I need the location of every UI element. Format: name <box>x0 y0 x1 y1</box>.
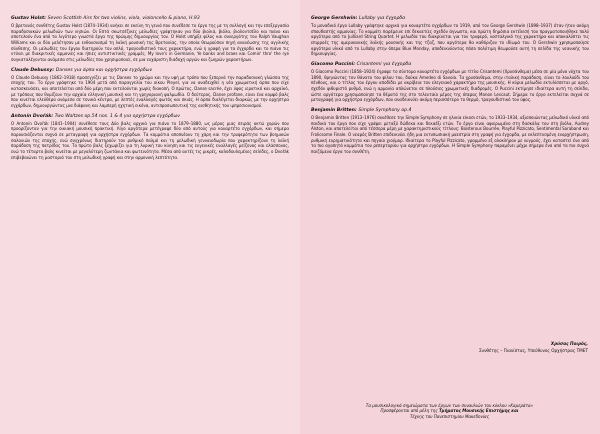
section-title <box>311 108 589 114</box>
composer-name: Antonín Dvořák: <box>11 113 54 119</box>
footer-line-2-prefix: Προσφέρονται από μέλη της <box>380 408 438 414</box>
work-title: Two Waltzes op.54 nos. 1 & 4 για ορχήστρα εγχόρδων <box>54 113 180 119</box>
signature-title: Συνθέτης – Πιανίστας, Υπεύθυνος Ορχήστρας ΤΜΕΤ <box>479 347 588 353</box>
footer-line-2-bold: Τμήματος Μουσικής Επιστήμης και <box>438 408 519 414</box>
section-paragraph: Ο Antonín Dvořák (1841–1904) συνέθεσε τους Δύο βαλς αρχικά για πιάνο το 1879–1880, ως μέρος μιας σειράς οκτώ χορών που προορίζονταν για την οικιακή μουσική πρακτική. Λίγο αργότερα μετέγραψε δύο από αυτούς για κουαρτέτο εγχόρδων, και σήμερα παρουσιάζονται συχνά σε μεταγραφή για ορχήστρα εγχόρδων. Τα κομμάτια αποπνέουν τη χάρη και την τρυφερότητα των βοημικών σαλονιών της εποχής, ενώ συγχρόνως διατηρούν τον ρυθμικό παλμό και τη μελωδική γενναιοδωρία που χαρακτηρίζουν τη λαϊκή παράδοση της πατρίδας του. Το πρώτο βαλς ξεχωρίζει για τη λυρική του κίνηση και τις ευγενικές εναλλαγές μείζονος και ελάσσονος, ενώ το τέταρτο βαλς κινείται με μεγαλύτερη ζωντάνια και φωτεινότητα. Μέσα από αυτές τις μικρές, καλοδουλεμένες σελίδες, ο Dvořák επιβεβαιώνει τη μαστοριά του στη μελωδική γραφή και στην αρμονική λεπτότητα. <box>11 120 289 160</box>
footer-line-3: Τέχνης του Πανεπιστημίου Μακεδονίας <box>409 414 490 420</box>
signature-block <box>479 341 588 354</box>
section-paragraph: Ο Claude Debussy (1862–1918) προσεγγίζει με τις Danses το χρώμα και την υφή με τρόπο που ξεπερνά την παραδοσιακή γλώσσα της εποχής του. Το έργο γράφτηκε το 1904 μετά από παραγγελία του οίκου Pleyel, για να αναδειχθεί η νέα χρωματική άρπα που είχε κατασκευάσει, και αποτελείται από δύο μέρη που εκτελούνται χωρίς διακοπή. Ο πρώτος, Danse sacrée, έχει ύφος ιερατικό και αρχαϊκό, με τρόπους που θυμίζουν την αρχαία ελληνική μουσική και τη γρηγοριανή ψαλμωδία. Ο δεύτερος, Danse profane, είναι ένα κομψό βαλς που κινείται ελεύθερα ανάμεσα σε τονικά κέντρα, με λεπτές εναλλαγές φωτός και σκιάς. Η άρπα διαλέγεται διαρκώς με την ορχήστρα εγχόρδων, δημιουργώντας μια διάφανη και λαμπερή ηχητική εικόνα, αντιπροσωπευτική της αισθητικής του ιμπρεσιονισμού. <box>11 74 289 109</box>
section-title <box>311 62 589 68</box>
footer-note <box>311 403 588 420</box>
section-title <box>11 114 289 120</box>
work-title: Lullaby για έγχορδα <box>359 16 406 21</box>
composer-name: George Gershwin: <box>311 16 358 21</box>
section-paragraph: Ο Giacomo Puccini (1858–1924) έγραψε το σύντομο κουαρτέτο εγχόρδων με τίτλο Crisantemi (Χρυσάνθεμα) μέσα σε μία μόνο νύχτα του 1890, θρηνώντας τον θάνατο του φίλου του, δούκα Amedeo di Savoia. Τα χρυσάνθεμα, στην ιταλική παράδοση, είναι το λουλούδι του πένθους, και ο τίτλος του έργου αποδίδει με ακρίβεια τον ελεγειακό χαρακτήρα της μουσικής. Η κύρια μελωδία εκτυλίσσεται με αργό, σχεδόν ψιθυριστό ρυθμό, ενώ η αρμονία απλώνεται σε πλούσιες χρωματικές διαδρομές. Ο Puccini εκτίμησε ιδιαίτερα αυτή τη σελίδα, ώστε αργότερα χρησιμοποίησε τα θέματά της στο τελευταίο μέρος της όπερας Manon Lescaut. Σήμερα το έργο εκτελείται συχνά σε μεταγραφή για ορχήστρα εγχόρδων, που αναδεικνύει ακόμη περισσότερο το θερμό, τραγουδιστικό του ύφος. <box>311 69 589 103</box>
section-title <box>11 68 289 74</box>
composer-name: Giacomo Puccini: <box>311 62 356 68</box>
section-paragraph: Ο βρετανός συνθέτης Gustav Holst (1874–1934) ανήκει σε εκείνη τη γενιά που συνέδεσε το έργο της με τη συλλογή και την επεξεργασία παραδοσιακών μελωδιών των νησιών. Οι Επτά σκωτσέζικες μελωδίες γράφτηκαν για δύο βιολιά, βιόλα, βιολοντσέλο και πιάνο και αποτελούν ένα από τα λιγότερο γνωστά έργα της πρώιμης δημιουργίας του. Ο Holst υπήρξε φίλος και συνεργάτης του Ralph Vaughan Williams και οι δύο μελέτησαν με ενθουσιασμό τη λαϊκή μουσική της Βρετανίας, την οποία θεωρούσαν πηγή ανανέωσης της αγγλικής σύνθεσης. Οι μελωδίες του έργου διατηρούν τον απλό, τραγουδιστικό τους χαρακτήρα, ενώ η γραφή για τα έγχορδα και το πιάνο τις ντύνει με διακριτικές αρμονίες και ήπιες αντιστικτικές γραμμές. My love's in Germanie, Ye banks and braes και Comin' thro' the rye συγκαταλέγονται ανάμεσα στις μελωδίες που χρησιμοποιεί, σε μια ευχάριστη διαδοχή αργών και ζωηρών χαρακτήρων. <box>11 23 289 63</box>
section-britten <box>311 108 589 155</box>
work-title: Danses για άρπα και ορχήστρα εγχόρδων <box>55 67 153 73</box>
composer-name: Gustav Holst: <box>11 16 47 21</box>
work-title: Crisantemi για έγχορδα <box>356 62 412 68</box>
composer-name: Benjamin Britten: <box>311 108 357 114</box>
section-gershwin <box>311 16 589 57</box>
section-title <box>11 16 289 22</box>
section-dvorak <box>11 114 289 161</box>
signature-name: Χρύσας Ποιρός, <box>550 341 588 347</box>
section-debussy <box>11 68 289 109</box>
right-page <box>300 0 600 434</box>
section-holst <box>11 16 289 63</box>
composer-name: Claude Debussy: <box>11 67 55 73</box>
work-title: Simple Symphony op.4 <box>358 108 412 114</box>
section-paragraph: Ο Benjamin Britten (1913–1976) συνέθεσε την Simple Symphony σε ηλικία είκοσι ετών, το 1933–1934, αξιοποιώντας μελωδικό υλικό από παιδικά του έργα που είχε γράψει μεταξύ δώδεκα και δεκαέξι ετών. Το έργο είναι αφιερωμένο στη δασκάλα του στη βιόλα, Audrey Alston, και αποτελείται από τέσσερα μέρη με χαρακτηριστικούς τίτλους: Boisterous Bourrée, Playful Pizzicato, Sentimental Saraband και Frolicsome Finale. Ο νεαρός Britten επιδεικνύει ήδη μια εντυπωσιακή μαεστρία στη γραφή για έγχορδα, με εκλεπτυσμένη ενορχήστρωση, ρυθμική ευρηματικότητα και πηγαίο χιούμορ. Ιδιαίτερα το Playful Pizzicato, γραμμένο εξ ολοκλήρου με νυγμούς, έχει καταστεί ένα από τα πιο αγαπητά κομμάτια του ρεπερτορίου για ορχήστρα εγχόρδων. Η Simple Symphony παραμένει μέχρι σήμερα ένα από τα πιο συχνά παιζόμενα έργα του συνθέτη. <box>311 115 589 155</box>
section-paragraph: Το μοναδικό έργο Lullaby γράφτηκε αρχικά για κουαρτέτο εγχόρδων το 1919, από τον George Gershwin (1898–1937) όταν ήταν ακόμη σπουδαστής αρμονίας. Το κομμάτι παρέμεινε επί δεκαετίες σχεδόν άγνωστο, και πρώτη δημόσια εκτέλεσή του πραγματοποιήθηκε πολύ αργότερα από το Juilliard String Quartet. Η μελωδία του διακρίνεται για τον τρυφερό, νοσταλγικό της χαρακτήρα και αποκαλύπτει τις επιρροές της αμερικανικής λαϊκής μουσικής και της τζαζ, που αργότερα θα καθόριζαν το ιδίωμά του. Ο Gershwin χρησιμοποίησε αργότερα υλικό από το Lullaby στην όπερα Blue Monday, αποδεικνύοντας πόσο πολύτιμη θεωρούσε αυτή τη σελίδα της νεανικής του δημιουργίας. <box>311 23 589 57</box>
section-puccini <box>311 62 589 103</box>
footer-line-1: Τα μουσικολογικά σημειώματα των έργων των συναυλιών του κύκλου «Καμεράτα» <box>365 402 534 408</box>
work-title: Seven Scottish Airs for two violins, viola, violoncello & piano, H.93 <box>47 16 200 21</box>
section-title <box>311 16 589 22</box>
